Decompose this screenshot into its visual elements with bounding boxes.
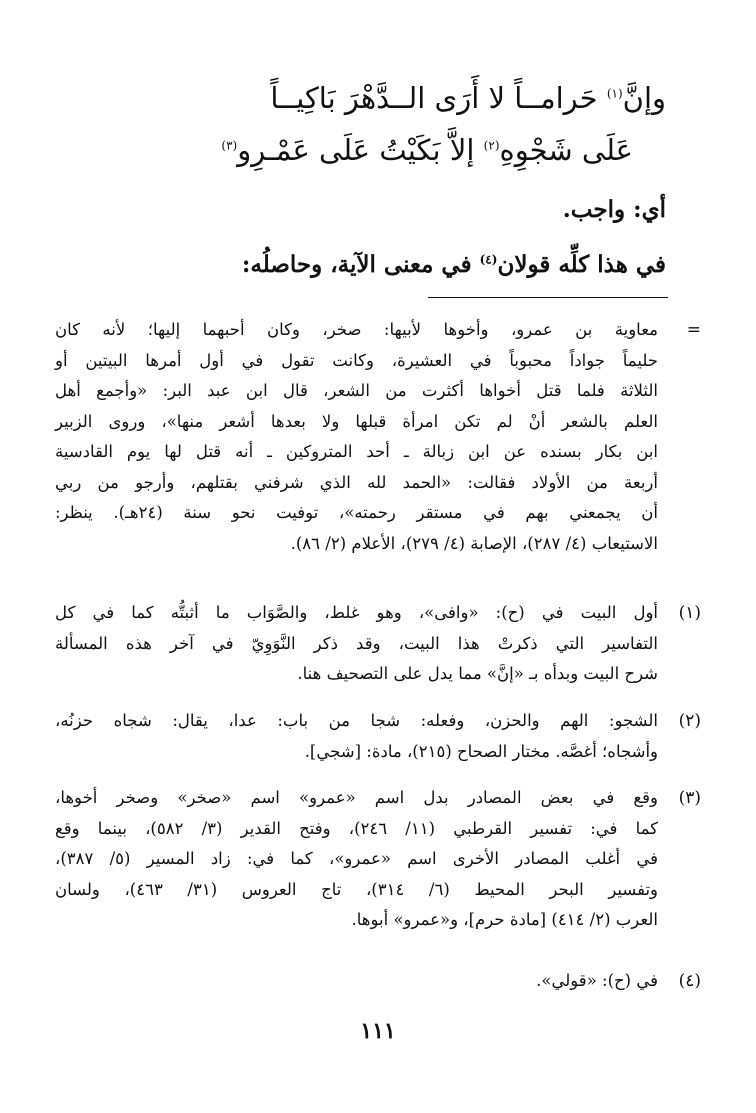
page-number: ١١١ [360,1018,396,1044]
intro-text-start: في هذا كلِّه قولان [497,251,666,278]
footnote-line: وأشجاه؛ أغصَّه. مختار الصحاح (٢١٥)، مادة: [شجي]. [304,741,658,761]
footnote-ref-3: (٣) [221,138,238,153]
footnote-1 [55,598,658,690]
intro-line [66,248,666,282]
footnote-continuation-marker: = [686,320,701,340]
footnote-line: أربعة من الأولاد فقالت: «الحمد لله الذي شرفني بقتلهم، وأرجو من ربي [55,472,658,492]
footnote-4-marker: (٤) [678,971,701,991]
footnote-line: التفاسير التي ذكرتْ هذا البيت، وقد ذكر النَّوَوِيّ في آخر هذه المسألة [55,633,658,653]
footnote-line: الاستيعاب (٤/ ٢٨٧)، الإصابة (٤/ ٢٧٩)، الأعلام (٢/ ٨٦). [290,533,658,553]
footnote-3-marker: (٣) [678,788,701,808]
footnote-line: العرب (٢/ ٤١٤) [مادة حرم]، و«عمرو» أبوها. [351,910,658,929]
verse-1-text-end: حَرامــاً لا أَرَى الــدَّهْرَ بَاكِيــاً [270,81,607,115]
footnote-2 [55,706,658,767]
footnote-line: أول البيت في (ح): «وافى»، وهو غلط، والصَّوَاب ما أثبتُّه كما في كل [55,603,658,622]
footnote-ref-2: (٢) [483,138,500,153]
poem-verse-1 [66,78,666,118]
footnote-line: وقع في بعض المصادر بدل اسم «عمرو» اسم «صخر» وصخر أخوها، [55,788,658,807]
footnote-line: أن يجمعني بهم في مستقر رحمته»، توفيت نحو سنة (٢٤هـ). ينظر: [55,503,658,522]
footnote-line: في أغلب المصادر الأخرى اسم «عمرو»، كما في: زاد المسير (٥/ ٣٨٧)، [55,849,658,868]
verse-1-text-start: وإنَّ [622,81,666,115]
footnote-1-marker: (١) [678,603,701,623]
footnote-separator [428,297,668,298]
footnote-continuation [55,315,658,559]
footnote-line: ابن بكار بسنده عن ابن زبالة ـ أحد المتروكين ـ أنه قتل لها يوم القادسية [55,442,658,461]
meaning-line: أي: واجب. [562,196,666,223]
footnote-line: حليماً جواداً محبوباً في العشيرة، وكانت تقول في أول أمرها البيتين أو [55,350,658,370]
footnote-2-marker: (٢) [678,711,701,731]
footnote-line: وتفسير البحر المحيط (٦/ ٣١٤)، تاج العروس (٣١/ ٤٦٣)، ولسان [55,879,659,899]
footnote-line: في (ح): «قولي». [536,971,658,990]
footnote-3 [55,783,658,936]
footnote-line: معاوية بن عمرو، وأخوها لأبيها: صخر، وكان أحبهما إليها؛ لأنه كان [55,320,658,339]
footnote-line: الثلاثة فلما قتل أخواها أكثرت من الشعر، قال ابن عبد البر: «وأجمع أهل [55,381,658,400]
footnote-4 [55,966,658,997]
verse-2-text-start: عَلَى شَجْوِهِ [499,133,633,167]
poem-verse-2 [73,130,633,170]
footnote-ref-4: (٤) [479,252,498,267]
footnote-line: كما في: تفسير القرطبي (١١/ ٢٤٦)، وفتح القدير (٣/ ٥٨٢)، بينما وقع [55,818,658,838]
footnote-ref-1: (١) [606,86,623,101]
footnote-line: شرح البيت وبدأه بـ «إنَّ» مما يدل على التصحيف هنا. [297,664,658,683]
footnote-line: الشجو: الهم والحزن، وفعله: شجا من باب: عدا، يقال: شجاه حزنُه، [55,711,658,730]
intro-text-end: في معنى الآية، وحاصلُه: [241,251,480,278]
footnote-line: العلم بالشعر أنْ لم تكن امرأة قبلها ولا بعدها أشعر منها»، وروى الزبير [55,411,658,431]
verse-2-text-middle: إلاَّ بَكَيْتُ عَلَى عَمْـرِو [237,133,484,167]
